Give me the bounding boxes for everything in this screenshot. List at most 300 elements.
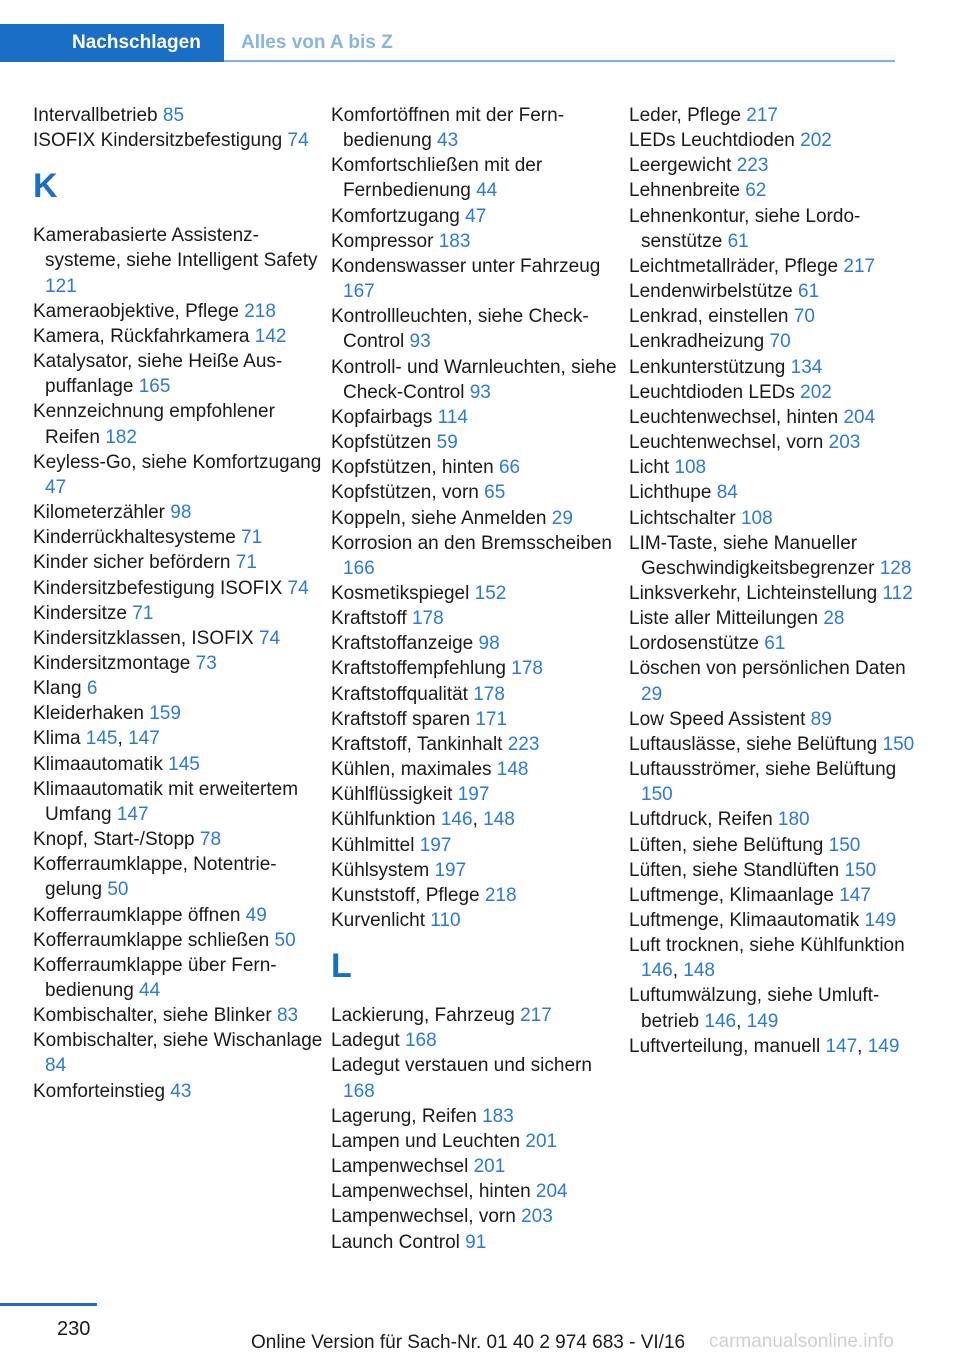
index-column-1 [33,103,323,1104]
index-term: Luftmenge, Klimaanlage [629,884,840,906]
index-entry [331,883,621,908]
index-term: Lichthupe [629,482,717,504]
index-entry [331,1154,621,1179]
index-entry [629,933,919,983]
index-entry [629,983,919,1033]
index-term: Klang [33,678,87,700]
index-term: Liste aller Mitteilungen [629,608,824,630]
page-link[interactable]: 128 [879,557,912,579]
page-link[interactable]: 146 [641,960,673,982]
index-term: Kombischalter, siehe Wischanlage [33,1030,323,1052]
index-entry [629,103,919,128]
page-link[interactable]: 28 [823,608,845,630]
index-entry [331,204,621,229]
page-link[interactable]: 218 [244,300,276,322]
index-entry [629,506,919,531]
index-term: Löschen von persönlichen Daten [629,658,906,680]
index-term: Leuchtenwechsel, vorn [629,432,829,454]
index-entry [629,128,919,153]
page-link[interactable]: 203 [521,1206,553,1228]
page-link[interactable]: 47 [45,476,67,498]
page-link[interactable]: 29 [641,683,663,705]
index-entry [331,304,621,354]
index-entry [33,852,323,902]
index-term: Kontrollleuchten, siehe Check-Control [331,306,589,353]
footer-rule [0,1303,97,1306]
index-entry [331,807,621,832]
page-link[interactable]: 47 [465,205,487,227]
index-entry [629,908,919,933]
index-term: Lordosenstütze [629,633,765,655]
index-entry [33,777,323,827]
page-link[interactable]: 146 [440,809,473,831]
section-letter: K [33,167,58,206]
page-link[interactable]: 168 [404,1030,437,1052]
index-term: Kopfstützen [331,432,437,454]
page-link[interactable]: 147 [825,1035,858,1057]
index-entry [33,701,323,726]
index-entry [331,229,621,254]
page-link[interactable]: 145 [85,728,118,750]
index-term: Klimaautomatik mit erweitertem Umfang [33,778,299,825]
index-entry [629,329,919,354]
page-link[interactable]: 44 [139,980,161,1001]
index-entry [33,827,323,852]
index-term: Kindersitzmontage [33,652,196,674]
index-entry [629,631,919,656]
index-term: Kamerabasierte Assistenzsysteme, siehe Intelligent Safety [33,225,318,272]
page-link[interactable]: 78 [199,829,222,851]
index-term: Lampenwechsel, hinten [331,1181,536,1203]
index-entry [33,1028,323,1078]
index-entry [629,807,919,832]
index-term: Leuchtenwechsel, hinten [629,406,844,428]
index-term: Intervallbetrieb [33,105,163,126]
index-term: Kinder sicher befördern [33,552,236,574]
page-link[interactable]: 218 [484,884,517,906]
index-entry [331,480,621,505]
index-entry [629,581,919,606]
index-entry [331,254,621,304]
page-link[interactable]: 44 [476,180,498,202]
index-entry [33,1079,323,1104]
index-term: Luftausströmer, siehe Belüftung [629,759,897,781]
page-link[interactable]: 166 [343,557,375,579]
index-term: Kinderrückhaltesysteme [33,527,242,549]
index-entry [331,405,621,430]
page-link[interactable]: 150 [844,859,877,881]
index-entry [331,581,621,606]
index-entry [331,455,621,480]
index-term: Kraftstoff, Tankinhalt [331,733,508,755]
page-link[interactable]: 183 [482,1105,514,1127]
page-link[interactable]: 142 [254,325,287,347]
page-link[interactable]: 180 [777,809,810,831]
index-entry [33,576,323,601]
page-link[interactable]: 108 [740,507,773,529]
page-link[interactable]: 149 [864,910,897,931]
tab-alles-von-a-bis-z[interactable]: Alles von A bis Z [241,32,393,53]
page-link[interactable]: 98 [478,633,500,655]
index-entry [629,355,919,380]
page-link[interactable]: 29 [551,507,573,529]
index-term: Lenkrad, einstellen [629,306,794,328]
page-link[interactable]: 204 [535,1181,568,1203]
page-separator: , [857,1035,868,1057]
index-entry [33,1003,323,1028]
index-term: Leergewicht [629,155,737,177]
page-link[interactable]: 197 [457,784,490,806]
page-link[interactable]: 197 [434,859,467,881]
index-term: Kofferraumklappe, Notentriegelung [33,854,277,901]
page-link[interactable]: 65 [484,482,506,504]
index-term: Kamera, Rückfahrkamera [33,325,255,347]
index-entry [331,103,621,153]
index-entry [331,1104,621,1129]
page-link[interactable]: 74 [258,627,281,649]
index-term: Luftauslässe, siehe Belüftung [629,733,883,755]
index-term: Kühlsystem [331,859,435,881]
index-term: Kofferraumklappe schließen [33,929,275,951]
index-entry [331,833,621,858]
index-term: Leder, Pflege [629,105,747,126]
index-entry [629,430,919,455]
page-link[interactable]: 43 [437,130,459,152]
page-link[interactable]: 66 [498,457,521,479]
page-link[interactable]: 159 [149,703,181,725]
index-entry [629,606,919,631]
page-link[interactable]: 149 [867,1035,900,1057]
index-entry [331,1053,621,1103]
index-entry [629,883,919,908]
page-link[interactable]: 84 [45,1055,67,1077]
page-link[interactable]: 150 [641,784,673,806]
index-entry [331,858,621,883]
page-link[interactable]: 204 [843,406,876,428]
index-term: Komfortöffnen mit der Fernbedienung [331,105,565,152]
index-term: Linksverkehr, Lichteinstellung [629,582,883,604]
index-term: Kondenswasser unter Fahrzeug [331,255,601,277]
page-link[interactable]: 201 [473,1156,506,1178]
page-link[interactable]: 84 [716,482,738,504]
page-link[interactable]: 50 [274,929,296,951]
page-link[interactable]: 43 [170,1080,192,1102]
index-entry [33,651,323,676]
page-separator: , [117,728,129,750]
page-link[interactable]: 71 [132,602,154,624]
page-link[interactable]: 178 [411,608,444,630]
index-entry [33,550,323,575]
tab-nachschlagen[interactable]: Nachschlagen [0,24,224,62]
page-link[interactable]: 149 [746,1010,779,1032]
index-term: Lüften, siehe Belüftung [629,834,829,856]
index-entry [629,833,919,858]
index-entry [629,1034,919,1059]
page-link[interactable]: 93 [409,331,431,353]
page-link[interactable]: 61 [798,281,820,303]
index-term: Komfortschließen mit der Fernbedienung [331,155,543,202]
index-term: Launch Control [331,1231,466,1253]
page-link[interactable]: 93 [469,381,491,403]
page-link[interactable]: 71 [241,527,263,549]
page-link[interactable]: 148 [683,960,715,982]
index-term: Korrosion an den Bremsscheiben [331,532,612,554]
index-entry [331,1003,621,1028]
index-term: Komforteinstieg [33,1080,171,1102]
index-term: Luftdruck, Reifen [629,809,778,831]
index-term: Luftverteilung, manuell [629,1035,826,1057]
index-term: Lehnenkontur, siehe Lordosenstütze [629,205,861,252]
index-entry [629,455,919,480]
index-entry [331,656,621,681]
index-column-2 [331,103,621,1255]
index-term: Komfortzugang [331,205,466,227]
page-link[interactable]: 49 [245,904,267,926]
index-term: Lenkradheizung [629,331,770,353]
page-link[interactable]: 71 [235,552,257,574]
index-entry [629,531,919,581]
index-term: Kopfstützen, vorn [331,482,485,504]
index-term: Lenkunterstützung [629,356,791,378]
index-term: Kraftstoff [331,608,412,630]
index-term: Kosmetikspiegel [331,582,475,604]
index-entry [629,204,919,254]
page-link[interactable]: 168 [343,1080,375,1102]
page-link[interactable]: 74 [287,130,309,152]
page-link[interactable]: 217 [843,255,876,277]
index-term: Luft trocknen, siehe Kühlfunktion [629,935,905,957]
page-link[interactable]: 150 [828,834,861,856]
page-link[interactable]: 91 [465,1231,487,1253]
index-term: Lendenwirbelstütze [629,281,798,303]
index-term: Kindersitzbefestigung ISOFIX [33,577,288,599]
index-entry [331,430,621,455]
index-entry [331,782,621,807]
index-entry [33,299,323,324]
page-link[interactable]: 148 [496,759,529,781]
index-entry [331,606,621,631]
page-link[interactable]: 165 [138,376,171,398]
index-term: ISOFIX Kindersitzbefestigung [33,130,288,152]
index-term: Kofferraumklappe über Fernbedienung [33,954,277,1001]
index-term: Kurvenlicht [331,910,431,931]
index-entry [629,405,919,430]
index-term: Koppeln, siehe Anmelden [331,507,552,529]
index-entry [33,399,323,449]
index-entry [33,676,323,701]
page-link[interactable]: 148 [483,809,515,831]
page-link[interactable]: 152 [474,582,507,604]
index-entry [33,349,323,399]
section-letter: L [331,947,352,986]
index-term: Lampenwechsel, vorn [331,1206,522,1228]
index-term: Kraftstoff sparen [331,708,476,730]
index-entry [629,732,919,757]
page-link[interactable]: 85 [162,105,185,126]
index-entry [331,1028,621,1053]
index-term: Kraftstoffanzeige [331,633,479,655]
page-link[interactable]: 62 [745,180,767,202]
index-term: Luftmenge, Klimaautomatik [629,910,865,931]
watermark-text: carmanualsonline.info [709,1331,894,1352]
index-term: Low Speed Assistent [629,708,811,730]
index-entry [33,752,323,777]
index-term: Kopfstützen, hinten [331,457,499,479]
page-link[interactable]: 108 [674,457,707,479]
page-link[interactable]: 223 [736,155,769,177]
page-link[interactable]: 203 [828,432,861,454]
index-term: Kontroll- und Warnleuchten, siehe Check-Control [331,356,617,403]
index-entry [331,1230,621,1255]
page-link[interactable]: 171 [475,708,508,730]
index-term: Leuchtdioden LEDs [629,381,801,403]
index-term: Lampenwechsel [331,1156,474,1178]
index-entry [331,355,621,405]
header-divider [224,60,895,62]
index-column-3 [629,103,919,1059]
index-term: Kopfairbags [331,406,438,428]
index-term: Kleiderhaken [33,703,150,725]
page-link[interactable]: 223 [507,733,540,755]
index-entry [331,732,621,757]
page-link[interactable]: 167 [343,281,375,303]
page-link[interactable]: 112 [882,582,913,604]
page-link[interactable]: 70 [793,306,815,328]
index-term: Kofferraumklappe öffnen [33,904,246,926]
page-link[interactable]: 59 [436,432,458,454]
index-term: Ladegut verstauen und sichern [331,1055,592,1077]
page-link[interactable]: 134 [790,356,823,378]
index-term: Kameraobjektive, Pflege [33,300,245,322]
index-entry [629,254,919,279]
index-term: Ladegut [331,1030,405,1052]
page-link[interactable]: 89 [810,708,832,730]
index-entry [629,279,919,304]
page-link[interactable]: 217 [746,105,778,126]
index-entry [629,858,919,883]
index-entry [33,223,323,298]
index-entry [33,103,323,128]
index-entry [33,626,323,651]
index-term: Lagerung, Reifen [331,1105,483,1127]
page-link[interactable]: 182 [105,426,137,448]
index-entry [331,1129,621,1154]
page-link[interactable]: 6 [86,678,98,700]
index-entry [331,1179,621,1204]
index-term: Kühlmittel [331,834,420,856]
index-term: Katalysator, siehe Heiße Auspuffanlage [33,351,283,398]
index-term: Lampen und Leuchten [331,1130,526,1152]
index-term: Licht [629,457,675,479]
index-entry [629,304,919,329]
index-entry [331,908,621,933]
page-link[interactable]: 147 [128,728,160,750]
page-link[interactable]: 74 [287,577,309,599]
index-term: Lüften, siehe Standlüften [629,859,845,881]
index-entry [33,928,323,953]
index-term: Lichtschalter [629,507,741,529]
index-entry [629,380,919,405]
page-link[interactable]: 61 [727,230,749,252]
index-entry [331,1204,621,1229]
index-term: Kompressor [331,230,439,252]
index-term: Kraftstoffempfehlung [331,658,512,680]
index-term: Keyless-Go, siehe Komfortzugang [33,451,322,473]
index-term: Kombischalter, siehe Blinker [33,1005,277,1027]
page-link[interactable]: 150 [882,733,915,755]
index-term: Kühlen, maximales [331,759,497,781]
page-link[interactable]: 114 [437,406,468,428]
page-link[interactable]: 178 [511,658,543,680]
index-entry [331,631,621,656]
index-entry [629,656,919,706]
page-link[interactable]: 145 [168,753,200,775]
index-term: Kühlfunktion [331,809,441,831]
index-term: Kindersitze [33,602,133,624]
page-link[interactable]: 98 [170,502,192,524]
page-link[interactable]: 183 [438,230,471,252]
header-bar [0,24,895,62]
version-note: Online Version für Sach-Nr. 01 40 2 974 683 - VI/16 [251,1332,686,1353]
page-link[interactable]: 147 [116,803,149,825]
index-term: Kindersitzklassen, ISOFIX [33,627,259,649]
page-link[interactable]: 61 [764,633,786,655]
page-link[interactable]: 202 [800,381,832,403]
index-entry [33,500,323,525]
index-term: Kühlflüssigkeit [331,784,458,806]
page-link[interactable]: 110 [430,910,461,931]
index-entry [33,601,323,626]
index-entry [33,450,323,500]
index-term: Leichtmetallräder, Pflege [629,255,844,277]
index-entry [629,480,919,505]
page-link[interactable]: 178 [473,683,505,705]
index-entry [33,324,323,349]
page-link[interactable]: 147 [839,884,871,906]
page-link[interactable]: 121 [45,275,77,297]
page-separator: , [672,960,684,982]
page-link[interactable]: 197 [419,834,452,856]
page-link[interactable]: 70 [769,331,791,353]
index-term: Klimaautomatik [33,753,169,775]
index-entry [629,153,919,178]
page-separator: , [736,1010,747,1032]
index-entry [33,953,323,1003]
index-entry [629,707,919,732]
index-entry [331,707,621,732]
index-entry [629,178,919,203]
page-separator: , [472,809,484,831]
index-term: Luftumwälzung, siehe Umluftbetrieb [629,985,880,1032]
index-term: Lehnenbreite [629,180,746,202]
index-entry [331,682,621,707]
page-link[interactable]: 83 [276,1005,299,1027]
page-link[interactable]: 146 [704,1010,737,1032]
index-entry [33,903,323,928]
index-entry [331,153,621,203]
index-term: Kilometerzähler [33,502,171,524]
page-link[interactable]: 73 [195,652,217,674]
page-link[interactable]: 217 [520,1005,552,1027]
index-term: LEDs Leuchtdioden [629,130,801,152]
index-term: Kennzeichnung empfohlener Reifen [33,401,275,448]
page-link[interactable]: 202 [800,130,832,152]
index-term: Klima [33,728,86,750]
index-entry [331,531,621,581]
page-link[interactable]: 201 [525,1130,558,1152]
index-entry [33,128,323,153]
page-link[interactable]: 50 [107,879,129,901]
